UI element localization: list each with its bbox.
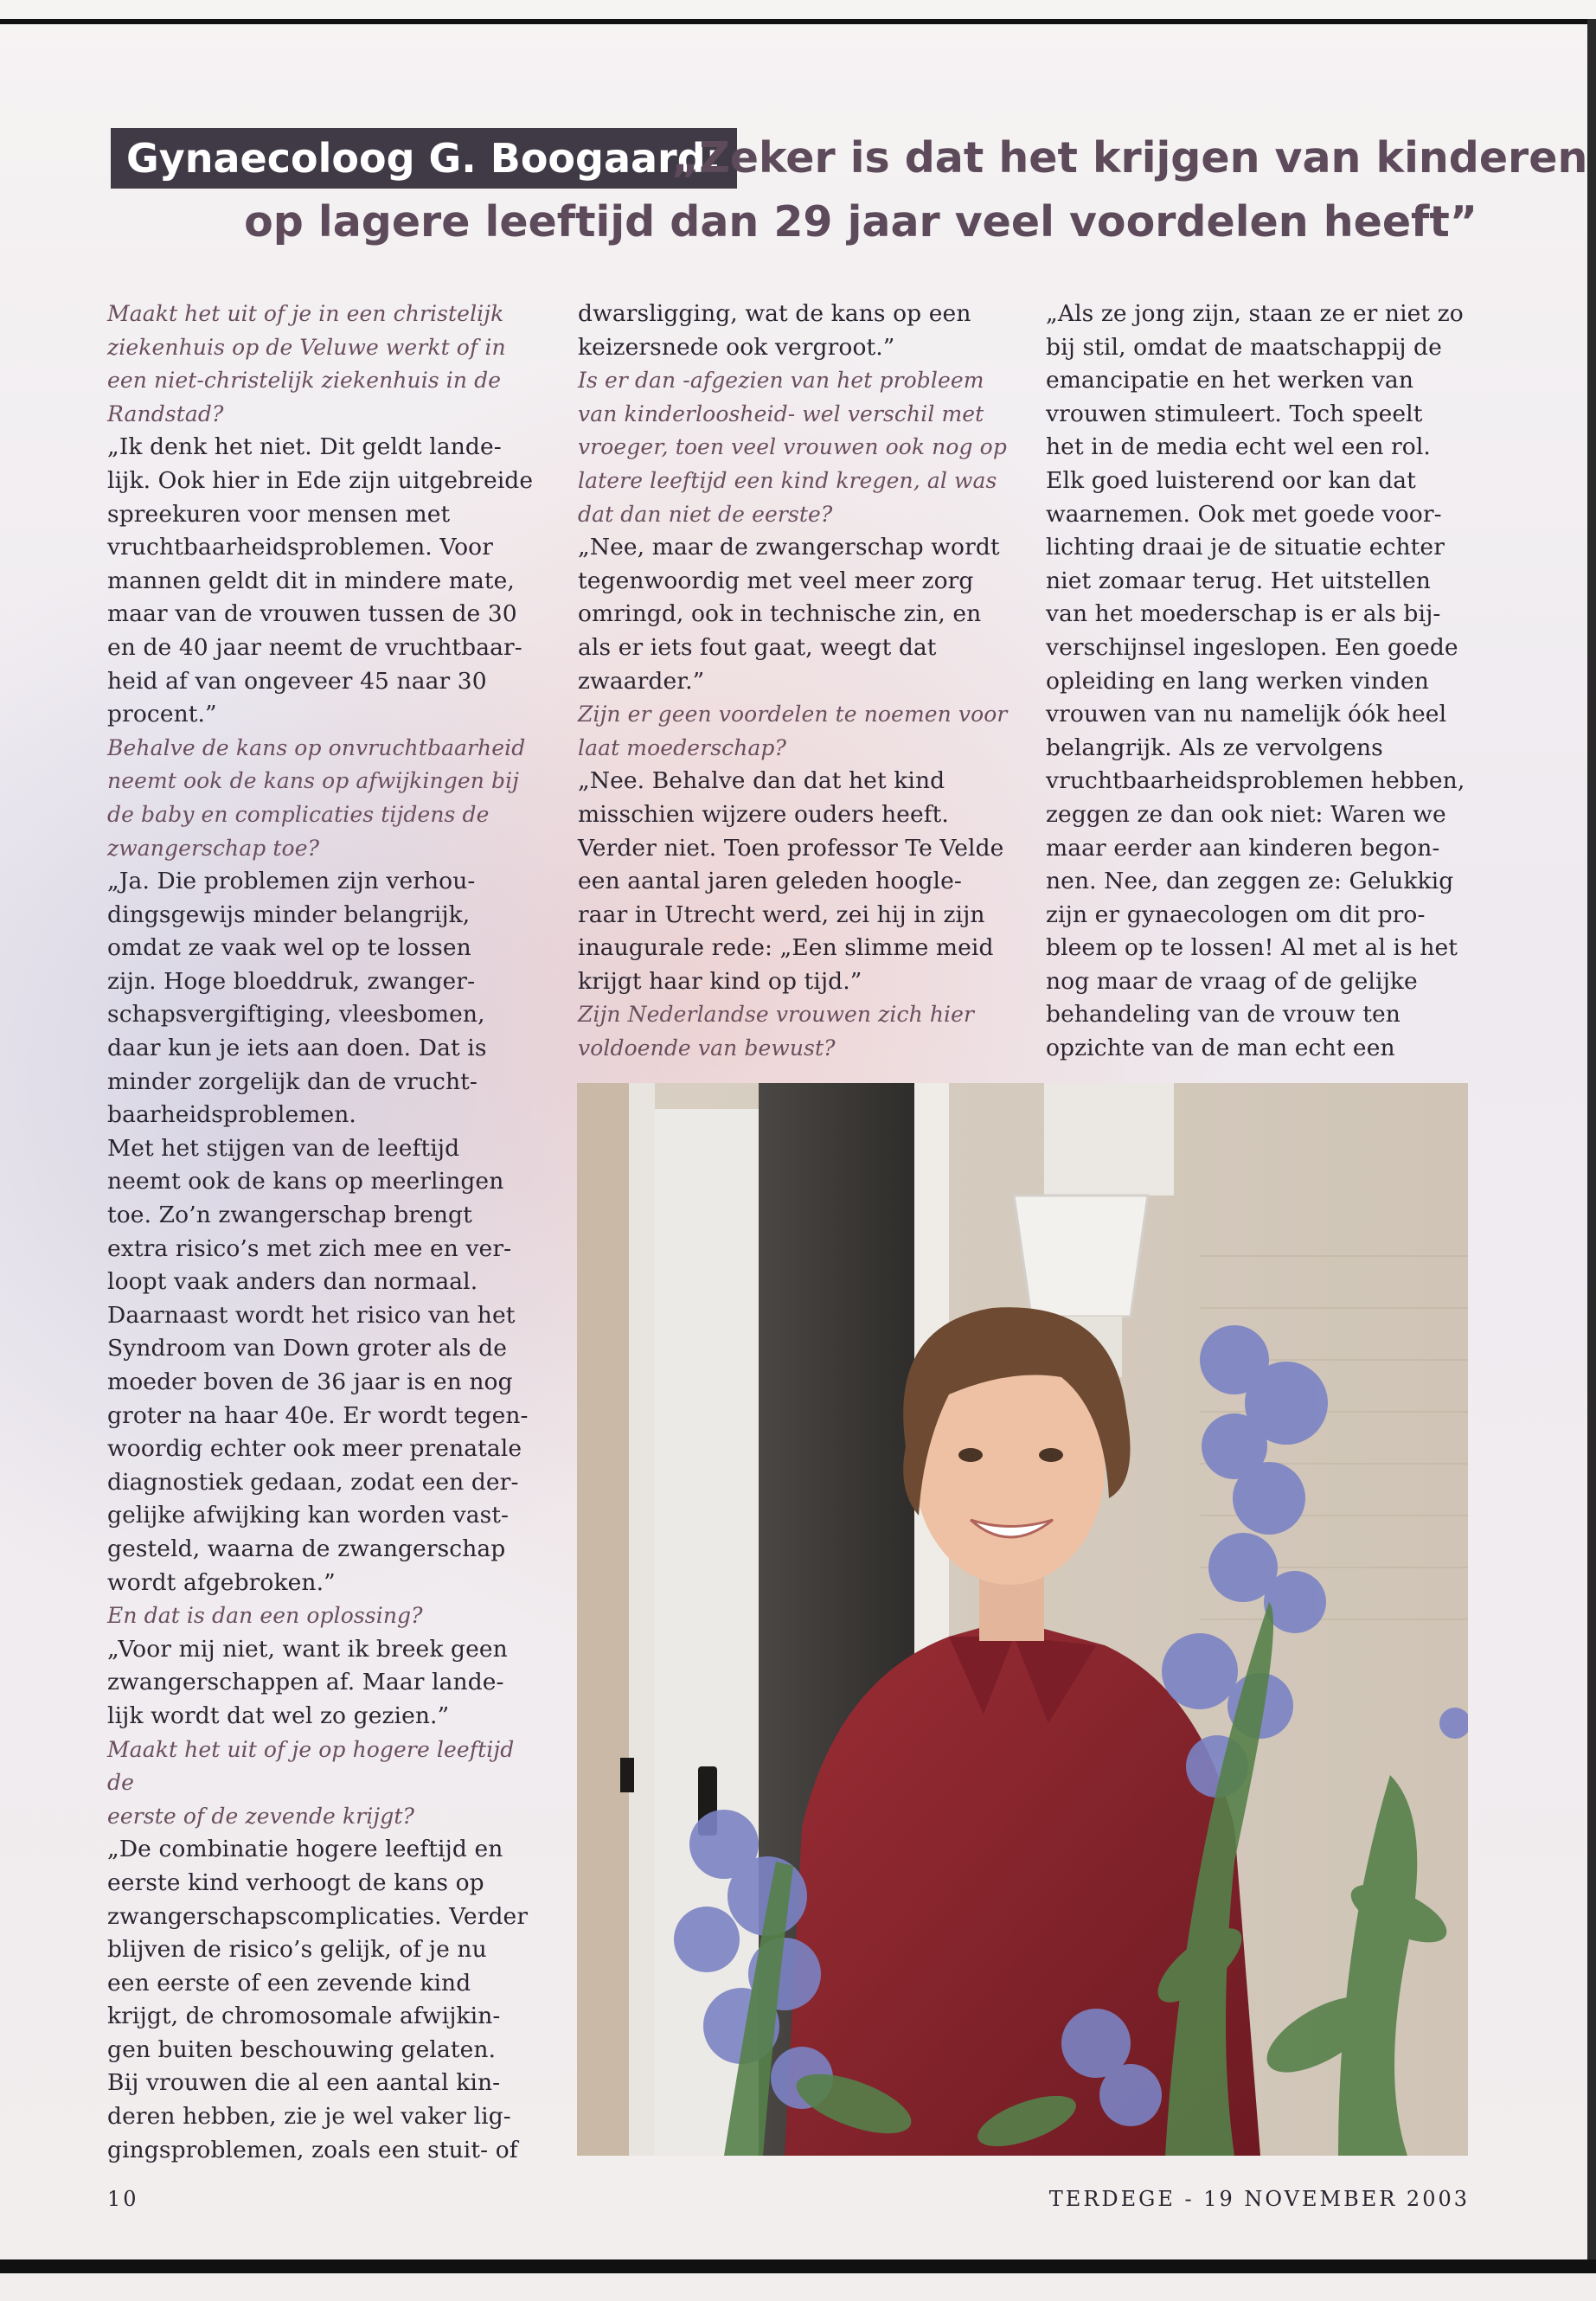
interview-answer xyxy=(578,765,1010,998)
text-line: gelijke afwijking kan worden vast- xyxy=(107,1502,510,1529)
text-line: ziekenhuis op de Veluwe werkt of in xyxy=(107,334,506,360)
text-line: neemt ook de kans op meerlingen xyxy=(107,1168,504,1195)
text-line: woordig echter ook meer prenatale xyxy=(107,1435,522,1463)
text-line: „Voor mij niet, want ik breek geen xyxy=(107,1635,508,1663)
text-line: bij stil, omdat de maatschappij de xyxy=(1046,333,1442,361)
text-line: gingsproblemen, zoals een stuit- of xyxy=(107,2136,518,2163)
interview-answer xyxy=(578,531,1010,698)
text-line: gen buiten beschouwing gelaten. xyxy=(107,2035,497,2063)
text-line: schapsvergiftiging, vleesbomen, xyxy=(107,1001,485,1029)
text-line: Elk goed luisterend oor kan dat xyxy=(1046,466,1416,494)
text-line: het in de media echt wel een rol. xyxy=(1046,433,1431,461)
text-line: extra risico’s met zich mee en ver- xyxy=(107,1234,512,1262)
text-line: Verder niet. Toen professor Te Velde xyxy=(578,834,1004,862)
text-line: minder zorgelijk dan de vrucht- xyxy=(107,1067,478,1095)
text-line: behandeling van de vrouw ten xyxy=(1046,1001,1401,1029)
interview-question xyxy=(578,698,1010,765)
text-line: „Ik denk het niet. Dit geldt lande- xyxy=(107,433,502,461)
text-line: gesteld, waarna de zwangerschap xyxy=(107,1535,506,1562)
text-line: Is er dan -afgezien van het probleem xyxy=(578,368,984,394)
text-line: emancipatie en het werken van xyxy=(1046,367,1413,394)
text-line: wordt afgebroken.” xyxy=(107,1568,336,1596)
publication-footer: TERDEGE - 19 NOVEMBER 2003 xyxy=(1048,2187,1470,2211)
interview-answer xyxy=(107,431,540,731)
text-line: van kinderloosheid- wel verschil met xyxy=(578,401,984,426)
text-line: nog maar de vraag of de gelijke xyxy=(1046,967,1418,995)
text-line: En dat is dan een oplossing? xyxy=(107,1603,423,1629)
text-line: heid af van ongeveer 45 naar 30 xyxy=(107,667,487,695)
interview-question xyxy=(578,364,1010,531)
text-line: Zijn er geen voordelen te noemen voor xyxy=(578,702,1008,727)
text-line: omringd, ook in technische zin, en xyxy=(578,600,982,628)
headline-quote-part-2: op lagere leeftijd dan 29 jaar veel voordelen heeft” xyxy=(244,197,1477,247)
scan-border-top xyxy=(0,19,1596,24)
text-line: Bij vrouwen die al een aantal kin- xyxy=(107,2069,501,2097)
text-line: dat dan niet de eerste? xyxy=(578,501,833,527)
text-line: Randstad? xyxy=(107,401,224,426)
text-line: vrouwen stimuleert. Toch speelt xyxy=(1046,400,1423,427)
text-line: Zijn Nederlandse vrouwen zich hier xyxy=(578,1002,975,1028)
text-line: als er iets fout gaat, weegt dat xyxy=(578,633,937,661)
portrait-illustration xyxy=(577,1083,1468,2156)
text-line: Behalve de kans op onvruchtbaarheid xyxy=(107,734,526,760)
text-line: zwangerschap toe? xyxy=(107,835,320,861)
text-line: maar van de vrouwen tussen de 30 xyxy=(107,600,517,628)
text-line: groter na haar 40e. Er wordt tegen- xyxy=(107,1401,529,1429)
text-line: misschien wijzere ouders heeft. xyxy=(578,800,949,828)
text-line: lijk. Ook hier in Ede zijn uitgebreide xyxy=(107,466,534,494)
interview-question xyxy=(107,732,540,865)
text-line: keizersnede ook vergroot.” xyxy=(578,333,895,361)
interview-question xyxy=(578,998,1010,1065)
text-line: vrouwen van nu namelijk óók heel xyxy=(1046,701,1447,728)
article-headline xyxy=(111,126,1588,247)
text-line: moeder boven de 36 jaar is en nog xyxy=(107,1368,513,1395)
text-line: vruchtbaarheidsproblemen. Voor xyxy=(107,534,493,561)
interview-question xyxy=(107,1734,540,1834)
text-line: lichting draai je de situatie echter xyxy=(1046,534,1445,561)
text-line: Maakt het uit of je in een christelijk xyxy=(107,301,504,326)
text-line: verschijnsel ingeslopen. Een goede xyxy=(1046,633,1458,661)
text-line: tegenwoordig met veel meer zorg xyxy=(578,567,974,594)
text-line: zwaarder.” xyxy=(578,667,705,695)
text-line: zeggen ze dan ook niet: Waren we xyxy=(1046,800,1446,828)
text-line: dingsgewijs minder belangrijk, xyxy=(107,901,471,928)
portrait-photo xyxy=(577,1083,1468,2156)
text-line: zijn. Hoge bloeddruk, zwanger- xyxy=(107,967,476,995)
text-line: zwangerschapscomplicaties. Verder xyxy=(107,1902,529,1930)
text-line: eerste of de zevende krijgt? xyxy=(107,1803,414,1829)
text-line: Syndroom van Down groter als de xyxy=(107,1335,507,1362)
text-line: spreekuren voor mensen met xyxy=(107,500,451,528)
speaker-label: Gynaecoloog G. Boogaard: xyxy=(111,128,737,189)
text-line: laat moederschap? xyxy=(578,734,787,760)
text-line: Met het stijgen van de leeftijd xyxy=(107,1134,460,1162)
text-line: niet zomaar terug. Het uitstellen xyxy=(1046,567,1431,594)
text-line: vroeger, toen veel vrouwen ook nog op xyxy=(578,434,1007,460)
text-line: diagnostiek gedaan, zodat een der- xyxy=(107,1468,519,1496)
text-line: van het moederschap is er als bij- xyxy=(1046,600,1441,628)
interview-answer xyxy=(107,865,540,1599)
text-line: en de 40 jaar neemt de vruchtbaar- xyxy=(107,633,522,661)
text-line: belangrijk. Als ze vervolgens xyxy=(1046,734,1383,761)
text-line: Maakt het uit of je op hogere leeftijd de xyxy=(107,1736,515,1796)
text-line: bleem op te lossen! Al met al is het xyxy=(1046,934,1458,962)
text-line: „De combinatie hogere leeftijd en xyxy=(107,1836,503,1863)
text-line: daar kun je iets aan doen. Dat is xyxy=(107,1035,487,1062)
text-column-3 xyxy=(1046,298,1478,1066)
text-line: krijgt haar kind op tijd.” xyxy=(578,967,862,995)
text-column-1 xyxy=(107,298,540,2167)
interview-answer xyxy=(578,298,1010,364)
page-number: 10 xyxy=(107,2187,139,2211)
headline-line-1 xyxy=(111,126,1588,247)
text-column-2 xyxy=(578,298,1010,1066)
headline-quote-part-1: „Zeker is dat het krijgen van kinderen xyxy=(671,133,1588,183)
text-line: de baby en complicaties tijdens de xyxy=(107,801,490,827)
text-line: een aantal jaren geleden hoogle- xyxy=(578,868,962,895)
text-line: „Ja. Die problemen zijn verhou- xyxy=(107,868,476,895)
interview-answer xyxy=(107,1633,540,1734)
text-line: een eerste of een zevende kind xyxy=(107,1969,471,1997)
text-line: zwangerschappen af. Maar lande- xyxy=(107,1669,504,1696)
scan-border-right xyxy=(1587,19,1596,2273)
text-line: maar eerder aan kinderen begon- xyxy=(1046,834,1440,862)
text-line: een niet-christelijk ziekenhuis in de xyxy=(107,368,502,394)
text-line: raar in Utrecht werd, zei hij in zijn xyxy=(578,901,985,928)
text-line: toe. Zo’n zwangerschap brengt xyxy=(107,1202,472,1229)
text-line: mannen geldt dit in mindere mate, xyxy=(107,567,515,594)
text-line: loopt vaak anders dan normaal. xyxy=(107,1268,478,1296)
text-line: baarheidsproblemen. xyxy=(107,1101,356,1129)
text-line: blijven de risico’s gelijk, of je nu xyxy=(107,1936,487,1964)
text-line: inaugurale rede: „Een slimme meid xyxy=(578,934,994,962)
text-line: dwarsligging, wat de kans op een xyxy=(578,300,971,327)
text-line: procent.” xyxy=(107,701,217,728)
interview-question xyxy=(107,298,540,431)
interview-answer xyxy=(1046,298,1478,1066)
text-line: lijk wordt dat wel zo gezien.” xyxy=(107,1702,450,1729)
text-line: neemt ook de kans op afwijkingen bij xyxy=(107,768,520,794)
text-line: „Nee. Behalve dan dat het kind xyxy=(578,767,945,795)
text-line: opleiding en lang werken vinden xyxy=(1046,667,1429,695)
text-line: nen. Nee, dan zeggen ze: Gelukkig xyxy=(1046,868,1454,895)
interview-answer xyxy=(107,1833,540,2167)
text-line: Daarnaast wordt het risico van het xyxy=(107,1301,516,1329)
text-line: latere leeftijd een kind kregen, al was xyxy=(578,467,997,493)
text-line: omdat ze vaak wel op te lossen xyxy=(107,934,471,962)
text-line: „Nee, maar de zwangerschap wordt xyxy=(578,534,1000,561)
text-line: voldoende van bewust? xyxy=(578,1035,836,1061)
text-line: eerste kind verhoogt de kans op xyxy=(107,1868,484,1896)
text-line: vruchtbaarheidsproblemen hebben, xyxy=(1046,767,1465,795)
text-line: opzichte van de man echt een xyxy=(1046,1035,1395,1062)
interview-question xyxy=(107,1599,540,1633)
scan-border-bottom xyxy=(0,2259,1596,2273)
text-line: deren hebben, zie je wel vaker lig- xyxy=(107,2103,511,2131)
text-line: krijgt, de chromosomale afwijkin- xyxy=(107,2003,501,2030)
text-line: „Als ze jong zijn, staan ze er niet zo xyxy=(1046,300,1464,327)
text-line: waarnemen. Ook met goede voor- xyxy=(1046,500,1442,528)
text-line: zijn er gynaecologen om dit pro- xyxy=(1046,901,1426,928)
